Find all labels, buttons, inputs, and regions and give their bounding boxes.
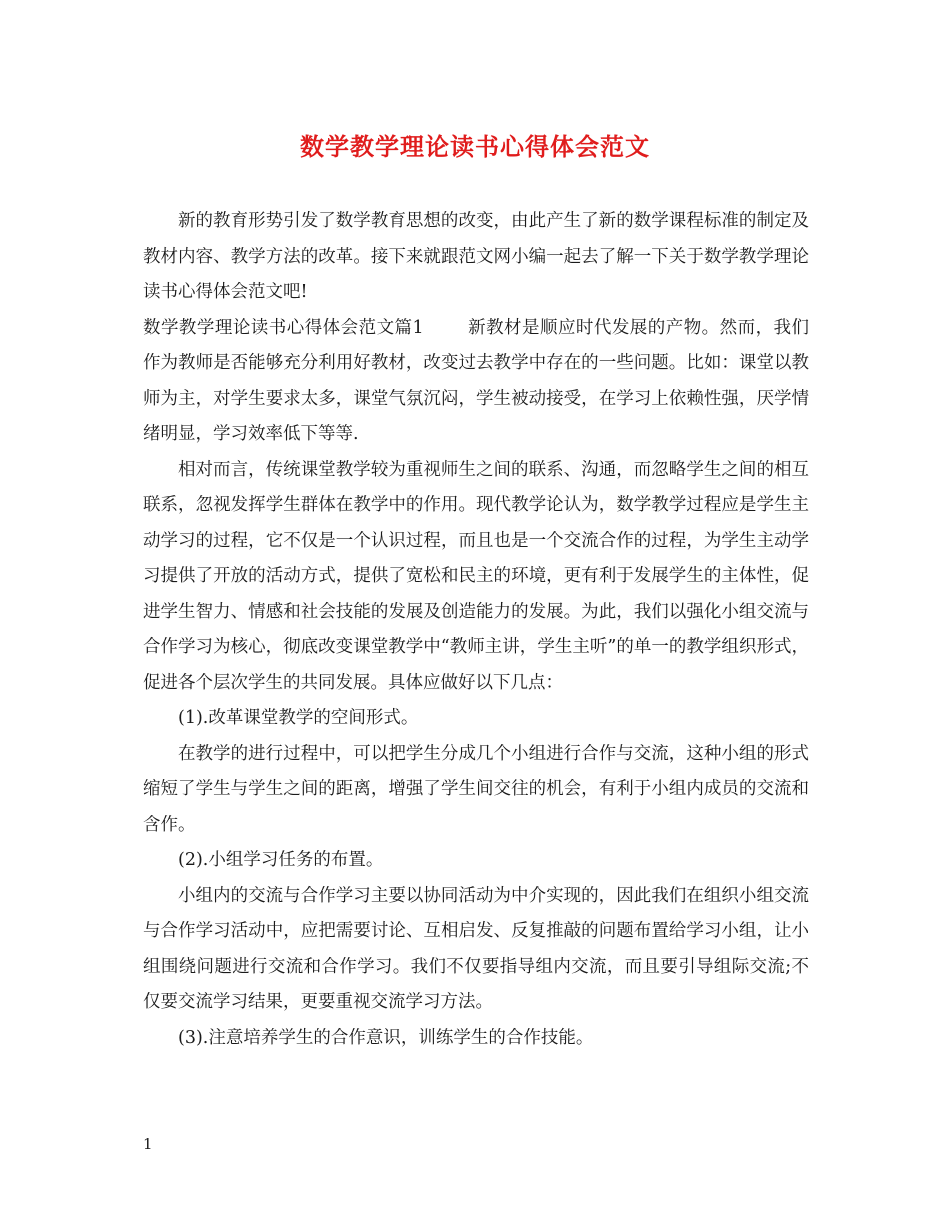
point2-body: 小组内的交流与合作学习主要以协同活动为中介实现的，因此我们在组织小组交流与合作学习活动中，应把需要讨论、互相启发、反复推敲的问题布置给学习小组，让小组围绕问题进行交流和合作学习。我们不仅要指导组内交流，而且要引导组际交流;不仅要交流学习结果，更要重视交流学习方法。	[143, 885, 809, 1012]
intro-paragraph: 新的教育形势引发了数学教育思想的改变，由此产生了新的数学课程标准的制定及教材内容、教学方法的改革。接下来就跟范文网小编一起去了解一下关于数学教学理论读书心得体会范文吧!	[143, 211, 809, 302]
point3-heading: (3).注意培养学生的合作意识，训练学生的合作技能。	[178, 1027, 594, 1048]
section-first-paragraph	[143, 311, 809, 453]
section-first-text: 新教材是顺应时代发展的产物。然而，我们作为教师是否能够充分利用好教材，改变过去教学中存在的一些问题。比如：课堂以教师为主，对学生要求太多，课堂气氛沉闷，学生被动接受，在学习上依赖性强，厌学情绪明显，学习效率低下等等.	[143, 317, 810, 444]
document-body	[143, 204, 809, 1056]
point1-heading: (1).改革课堂教学的空间形式。	[178, 708, 419, 728]
section-heading: 数学教学理论读书心得体会范文篇1	[143, 317, 424, 338]
relative-paragraph: 相对而言，传统课堂教学较为重视师生之间的联系、沟通，而忽略学生之间的相互联系，忽视发挥学生群体在教学中的作用。现代教学论认为，数学教学过程应是学生主动学习的过程，它不仅是一个认识过程，而且也是一个交流合作的过程，为学生主动学习提供了开放的活动方式，提供了宽松和民主的环境，更有利于发展学生的主体性，促进学生智力、情感和社会技能的发展及创造能力的发展。为此，我们以强化小组交流与合作学习为核心，彻底改变课堂教学中“教师主讲，学生主听”的单一的教学组织形式，促进各个层次学生的共同发展。具体应做好以下几点：	[143, 459, 809, 693]
document-title: 数学教学理论读书心得体会范文	[300, 132, 650, 161]
point2-heading: (2).小组学习任务的布置。	[178, 850, 384, 870]
point1-body: 在教学的进行过程中，可以把学生分成几个小组进行合作与交流，这种小组的形式缩短了学生与学生之间的距离，增强了学生间交往的机会，有利于小组内成员的交流和含作。	[143, 743, 809, 835]
page-number: 1	[143, 1135, 153, 1153]
